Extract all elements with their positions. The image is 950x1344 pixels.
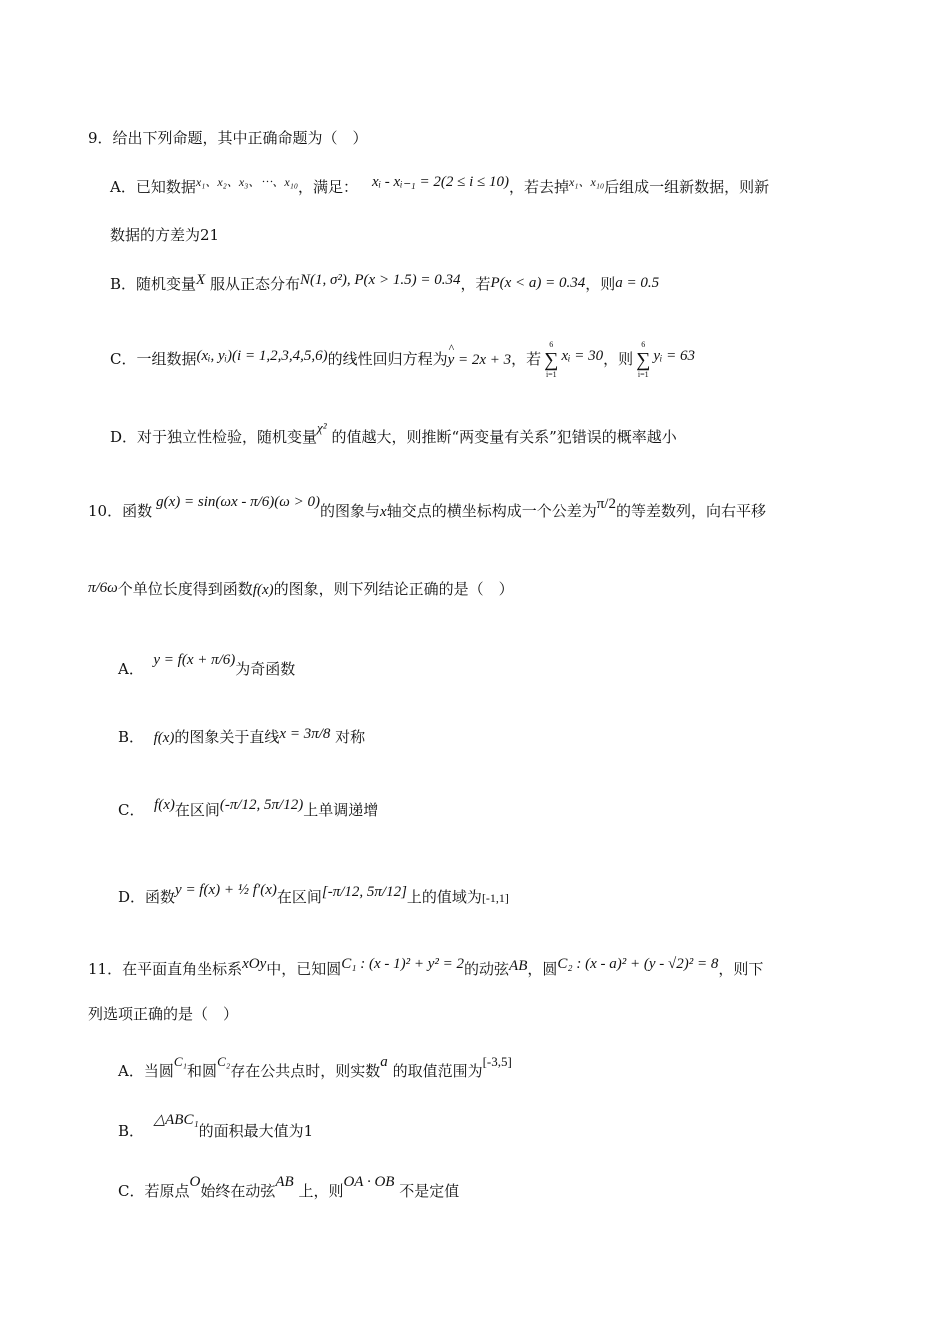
- q9-stem: 9．给出下列命题，其中正确命题为（ ）: [88, 129, 368, 147]
- q11-stem-line2: 列选项正确的是（ ）: [88, 1005, 239, 1023]
- q11-option-a: A．当圆C₁和圆C₂存在公共点时，则实数a 的取值范围为[-3,5]: [118, 1054, 512, 1080]
- q10-option-c: C． f(x)在区间(-π/12, 5π/12)上单调递增: [118, 797, 379, 819]
- q9-option-b: B．随机变量X 服从正态分布N(1, σ²), P(x > 1.5) = 0.34，若P(x < a) = 0.34，则a = 0.5: [110, 272, 660, 293]
- q10-option-b: B． f(x)的图象关于直线x = 3π/8 对称: [118, 726, 366, 746]
- q9-option-c: C．一组数据(xᵢ, yᵢ)(i = 1,2,3,4,5,6)的线性回归方程为^ y = 2x + 3，若 6 ∑ i=1 xᵢ = 30，则 6 ∑ i=1 yᵢ = 63: [110, 340, 695, 380]
- q10-stem: 10．函数 g(x) = sin(ωx - π/6)(ω > 0)的图象与x轴交点的横坐标构成一个公差为π/2的等差数列，向右平移: [88, 494, 766, 520]
- q9-option-d: D．对于独立性检验，随机变量χ² 的值越大，则推断“两变量有关系”犯错误的概率越小: [110, 420, 677, 446]
- q9-option-a-line1: A．已知数据$^{x_1、x_2、x_3、\cdots、x_{10}}$，满足： xᵢ - xᵢ₋₁ = 2(2 ≤ i ≤ 10)，若去掉$^{x_1、x_{10}}$后组成一组新数据，则新: [110, 174, 770, 196]
- summation-sign: 6 ∑ i=1: [544, 340, 559, 379]
- q10-option-d: D．函数y = f(x) + ½ f′(x)在区间[-π/12, 5π/12]上的值域为[-1,1]: [118, 882, 509, 906]
- q11-option-c: C．若原点O始终在动弦AB 上，则OA · OB 不是定值: [118, 1174, 460, 1200]
- q11-stem: 11．在平面直角坐标系xOy中，已知圆C₁ : (x - 1)² + y² = 2的动弦AB，圆C₂ : (x - a)² + (y - √2)² = 8，则下: [88, 956, 764, 978]
- summation-sign: 6 ∑ i=1: [636, 340, 651, 379]
- q9-option-a-line2: 数据的方差为21: [110, 226, 220, 244]
- q10-stem-line2: π/6ω个单位长度得到函数f(x)的图象，则下列结论正确的是（ ）: [88, 580, 514, 598]
- q10-option-a: A． y = f(x + π/6)为奇函数: [118, 652, 296, 678]
- q11-option-b: B． △ABC₁的面积最大值为1: [118, 1112, 314, 1140]
